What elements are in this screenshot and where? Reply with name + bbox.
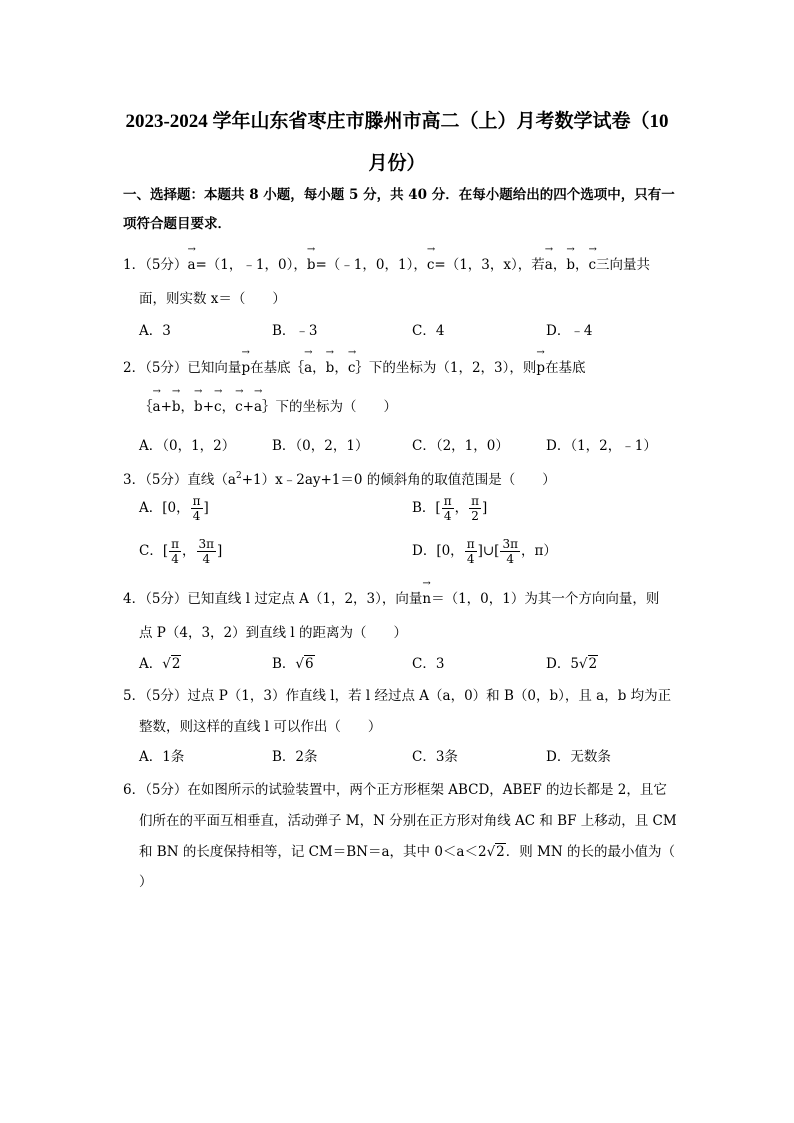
exponent: 2 — [235, 471, 242, 481]
q2-option-d: D．（1，2，﹣1） — [546, 438, 657, 454]
vector-b: → b — [566, 256, 575, 274]
q2-tail: 在基底 — [545, 360, 586, 376]
vector-b: → b — [172, 398, 181, 416]
question-2-line1 — [123, 359, 586, 377]
radicand: 2 — [496, 844, 505, 860]
frac-den: 2 — [471, 509, 479, 523]
q1-option-b: B．﹣3 — [272, 323, 318, 339]
q3-rest: +1）x﹣2ay+1＝0 的倾斜角的取值范围是（ ） — [241, 472, 556, 488]
vector-c: → c — [348, 359, 356, 377]
fraction-pi-over-4 — [191, 494, 203, 523]
q3-option-c-pre: C．[ — [139, 543, 169, 559]
question-5-line2: 整数，则这样的直线 l 可以作出（ ） — [139, 719, 382, 735]
q5-option-d: D．无数条 — [546, 749, 611, 765]
q2-mid2: ｝下的坐标为（1，2，3），则 — [355, 360, 537, 376]
brace-open: ｛ — [139, 399, 153, 415]
q4-option-d-label: D．5 — [546, 656, 579, 672]
frac-den: 4 — [506, 552, 515, 566]
vector-b: → b — [326, 359, 335, 377]
vector-c: → c — [588, 256, 596, 274]
frac-den: 4 — [466, 552, 475, 566]
frac-num: π — [171, 537, 179, 551]
q6-line3-pre: 和 BN 的长度保持相等，记 CM＝BN＝a，其中 0＜a＜2 — [139, 844, 487, 860]
fraction-pi-over-4 — [169, 537, 181, 566]
q2-option-c: C．（2，1，0） — [412, 438, 509, 454]
q3-option-b: B．[ $\frac{\pi}{4}$ ， $\frac{\pi}{2}$ ] — [412, 494, 488, 523]
vector-c: → c — [214, 398, 222, 416]
vector-b: → b — [307, 256, 316, 274]
question-1-line1 — [123, 256, 650, 274]
q3-option-d — [412, 537, 557, 566]
q2-mid: 在基底｛ — [250, 360, 305, 376]
q2-option-a: A．（0，1，2） — [139, 438, 236, 454]
question-5-line1: 5．（5分）过点 P（1，3）作直线 l，若 l 经过点 A（a，0）和 B（0，b），且 a，b 均为正 — [123, 688, 672, 704]
q3-option-d-mid: ]∪[ — [477, 543, 500, 559]
q1-option-d: D．﹣4 — [546, 323, 593, 339]
plus: + — [242, 399, 254, 415]
q3-prefix: 3．（5分）直线（a — [123, 472, 236, 488]
vector-n: → n — [422, 590, 431, 608]
fraction-pi-over-4 — [442, 494, 454, 523]
vector-b: → b — [194, 398, 203, 416]
q4-option-a — [139, 655, 181, 673]
comma: ， — [312, 360, 326, 376]
frac-num: π — [192, 494, 201, 508]
section-heading-line1: 一、选择题：本题共 8 小题，每小题 5 分，共 40 分．在每小题给出的四个选项中，只有一 — [123, 187, 675, 203]
q4-option-c: C．3 — [412, 656, 445, 672]
q1-c-def: =（1，3，x），若 — [434, 257, 545, 273]
q1-option-c: C．4 — [412, 323, 445, 339]
q4-option-a-label: A． — [139, 656, 163, 672]
q1-prefix: 1．（5分） — [123, 257, 188, 273]
q4-option-b-label: B． — [272, 656, 296, 672]
q3-option-d-tail: ，π） — [520, 543, 557, 559]
plus: + — [160, 399, 172, 415]
q4-option-b — [272, 655, 315, 673]
comma: ， — [182, 543, 196, 559]
comma: ， — [454, 500, 469, 516]
vector-a: → a — [153, 398, 161, 416]
question-6-line3 — [139, 843, 675, 861]
q5-option-c: C．3条 — [412, 749, 458, 765]
frac-den: 4 — [171, 552, 179, 566]
sqrt-symbol: √6 — [295, 656, 314, 672]
question-6-line2: 们所在的平面互相垂直，活动弹子 M，N 分别在正方形对角线 AC 和 BF 上移动，且 CM — [139, 813, 677, 829]
q4-option-d — [546, 655, 598, 673]
question-4-line2: 点 P（4，3，2）到直线 l 的距离为（ ） — [139, 625, 408, 641]
vector-p: → p — [536, 359, 545, 377]
q1-tail: 三向量共 — [596, 257, 651, 273]
q2-line2-tail: ｝下的坐标为（ ） — [262, 399, 397, 415]
frac-num: 3π — [198, 537, 215, 551]
vector-p: → p — [241, 359, 250, 377]
frac-den: 4 — [192, 509, 201, 523]
q3-option-b-pre: B．[ — [412, 500, 441, 516]
fraction-3pi-over-4 — [500, 537, 520, 566]
vector-a: → a — [187, 256, 195, 274]
q1-option-a: A．3 — [139, 323, 171, 339]
fraction-3pi-over-4 — [197, 537, 217, 566]
comma: ， — [180, 399, 195, 415]
q1-a-def: =（1，﹣1，0）， — [195, 257, 307, 273]
q4-line1-tail: ＝（1，0，1）为其一个方向向量，则 — [431, 591, 660, 607]
frac-num: π — [466, 537, 475, 551]
exam-title-line2: 月份） — [368, 153, 426, 174]
vector-a: → a — [545, 256, 553, 274]
frac-num: π — [471, 494, 479, 508]
vector-c: → c — [235, 398, 243, 416]
q3-option-c: C．[ $\frac{\pi}{4}$ ， $\frac{3\pi}{4}$ ] — [139, 537, 223, 566]
q2-option-b: B．（0，2，1） — [272, 438, 369, 454]
q5-option-b: B．2条 — [272, 749, 318, 765]
sqrt-symbol: √2 — [162, 656, 181, 672]
q1-b-def: =（﹣1，0，1）， — [315, 257, 427, 273]
comma: ， — [221, 399, 236, 415]
question-6-line4: ） — [139, 874, 153, 890]
radicand: 2 — [171, 656, 181, 672]
fraction-pi-over-2 — [469, 494, 481, 523]
frac-num: 3π — [502, 537, 518, 551]
q3-option-a: A．[0， $\frac{\pi}{4}$ ] — [139, 494, 209, 523]
exam-title-line1: 2023-2024 学年山东省枣庄市滕州市高二（上）月考数学试卷（10 — [125, 111, 669, 132]
comma: ， — [552, 257, 567, 273]
sqrt-symbol: √2 — [578, 656, 598, 672]
comma: ， — [334, 360, 348, 376]
fraction-pi-over-4 — [465, 537, 477, 566]
frac-num: π — [443, 494, 452, 508]
q6-line3-tail: ．则 MN 的长的最小值为（ — [505, 844, 675, 860]
q2-prefix: 2．（5分）已知向量 — [123, 360, 242, 376]
vector-a: → a — [304, 359, 312, 377]
q3-option-d-pre: D．[0， — [412, 543, 464, 559]
frac-den: 4 — [202, 552, 211, 566]
sqrt-symbol: √2 — [486, 844, 505, 860]
comma: ， — [574, 257, 589, 273]
question-6-line1: 6．（5分）在如图所示的试验装置中，两个正方形框架 ABCD，ABEF 的边长都是 2，且它 — [123, 782, 667, 798]
radicand: 2 — [588, 656, 598, 672]
q3-option-a-pre: A．[0， — [139, 500, 190, 516]
q5-option-a: A．1条 — [139, 749, 185, 765]
q4-line1-text: 4．（5分）已知直线 l 过定点 A（1，2，3），向量 — [123, 591, 423, 607]
question-2-line2 — [139, 398, 397, 416]
question-1-line2: 面，则实数 x＝（ ） — [139, 291, 286, 307]
question-3-line1 — [123, 467, 556, 489]
vector-c: → c — [427, 256, 435, 274]
vector-a: → a — [254, 398, 262, 416]
section-heading-line2: 项符合题目要求． — [123, 216, 231, 232]
radicand: 6 — [305, 656, 314, 672]
question-4-line1 — [123, 590, 659, 608]
frac-den: 4 — [443, 509, 452, 523]
plus: + — [202, 399, 214, 415]
